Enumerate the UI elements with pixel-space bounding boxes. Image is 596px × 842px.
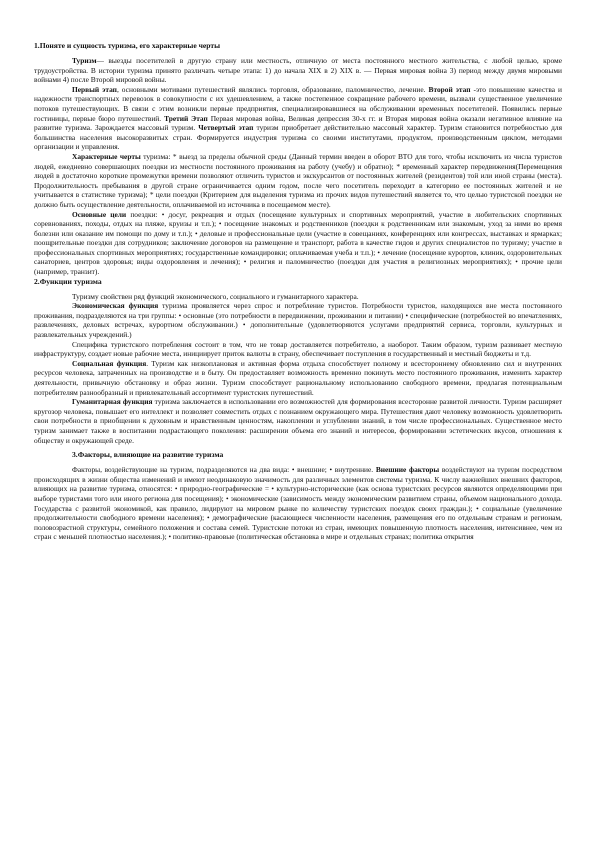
paragraph-text: , основными мотивами путешествий являлись торговля, образование, паломничество, лечение. <box>116 84 426 94</box>
lead-characteristics: Характерные черты <box>72 151 141 161</box>
paragraph-text: воздействуют на туризм посредством происходящих в жизни общества изменений и имеют неодинаковую значимость для различных элементов системы туризма. К числу важнейших внешних факторов, влияющих на развитие туризма, относятся: • природно-географические = • культурно-исторические (как основа туристских ресурсов являются определяющими при выборе туристами того или иного региона для посещения); • экономические (зависимость между экономическим развитием страны, объемом национального дохода. Государства с развитой экономикой, как правило, лидируют на мировом рынке по количеству туристских поездок своих граждан.); • социальные (увеличение продолжительности свободного времени населения); • демографические (касающиеся численности населения, размещения его по отдельным странам и регионам, половозрастной структуры, семейного положения и состава семей. Туристские потоки из стран, имеющих повышенную плотность населения, интенсивнее, чем из стран с меньшей плотностью населения.); • политико-правовые (политическая обстановка в мире и отдельных странах; политика открытия <box>34 465 562 542</box>
paragraph-text: туризма заключается в использовании его возможностей для формирования всесторонне развитой личности. Туризм расширяет кругозор человека, повышает его интеллект и позволяет совместить отдых с познанием окружающего мира. Путешествия дают человеку возможность удовлетворить свои потребности в приобщении к духовным и нравственным ценностям, накоплении и углублении знаний, в том числе профессиональных. Существенное место туризм занимает также в воспитании подрастающего поколения: расширении объема его знаний и интересов, формировании эстетических вкусов, отношения к обществу и окружающей среде. <box>34 397 562 445</box>
paragraph-text: Первая мировая война, Великая депрессия 30-х гг. и Вторая мировая война оказали негативное влияние на развитие туризма. Зарождается массовый туризм. <box>34 113 563 133</box>
lead-fourth-stage: Четвертый этап <box>198 123 254 133</box>
paragraph-text: Факторы, воздействующие на туризм, подразделяются на два вида: • внешние; • внутренние. <box>72 465 374 475</box>
paragraph-humanitarian-function <box>34 397 562 445</box>
paragraph-text: туризма: * выезд за пределы обычной среды (Данный термин введен в оборот ВТО для того, чтобы исключить из числа туристов людей, ежедневно совершающих поездки из местности постоянного проживания на работу (учебу) и обратно); * временный характер передвижения(Перемещения людей в достаточно короткие промежутки времени позволяют отличить туристов и экскурсантов от постоянных жителей (резидентов) той или иной страны (места). Продолжительность пребывания в другой стране ограничивается одним годом, после чего посетитель переходит в категорию ее постоянных жителей и не учитывается в статистике туризма); * цели поездки (Критерием для выделения туризма из прочих видов путешествий является то, что целью туристской поездки не должно быть осуществление деятельности, оплачиваемой из источника в посещаемом месте). <box>34 151 562 209</box>
section-title-3: 3.Факторы, влияющие на развитие туризма <box>72 450 224 460</box>
paragraph-stages <box>34 85 562 152</box>
paragraph-text: — выезды посетителей в другую страну или местность, отличную от места постоянного местного жительства, с любой целью, кроме трудоустройства. В истории туризма принято различать четыре этапа: 1) до начала XIX в 2) XIX в. — Первая мировая война 3) период между двумя мировыми войнами 4) после Второй мировой войны. <box>34 56 562 85</box>
paragraph-text: . Туризм как низкоплановая и активная форма отдыха способствует полному и всестороннему обновлению сил и внутренних ресурсов человека, затраченных на производстве и в быту. Он предоставляет возможность временно покинуть место постоянного проживания, изменить характер деятельности, привычную обстановку и образ жизни. Туризм способствует рациональному использованию свободного времени, предлагая потенциальным потребителям разнообразный и привлекательный ассортимент туристских путешествий. <box>34 358 563 397</box>
lead-first-stage: Первый этап <box>72 84 117 94</box>
section-title-1: 1.Поняте и сущность туризма, его характерные черты <box>34 41 221 50</box>
paragraph-text: туризм приобретает действительно массовый характер. Туризм становится потребностью для большинства населения высокоразвитых стран. Формируется индустрия туризма со своими институтами, продуктом, производственным циклом, методами организации и управления. <box>34 123 562 152</box>
paragraph-tourism-definition <box>34 56 562 85</box>
lead-main-goals: Основные цели <box>72 209 127 219</box>
paragraph-text: туризма проявляется через спрос и потребление туристов. Потребности туристов, находящихся вне места постоянного проживания, подразделяются на три группы: • основные (это потребности в передвижении, проживании и питании) • специфические (потребностей во впечатлениях, развлечениях, деловых встречах, курортном обслуживании.) • дополнительные (удовлетворяются услугами предприятий сервиса, торговли, культурных и развлекательных учреждений.) <box>34 301 562 340</box>
paragraph-main-goals <box>34 210 562 277</box>
section-title-2: 2.Функции туризма <box>34 276 102 286</box>
lead-external-factors: Внешние факторы <box>375 465 440 475</box>
paragraph-consumption-specifics: Специфика туристского потребления состоит в том, что не товар доставляется потребителю, а наоборот. Таким образом, туризм развивает местную инфраструктуру, создает новые рабочие места, инициирует приток валюты в страну, обеспечивает поступления в государственный и местный бюджеты и т.д. <box>34 339 562 359</box>
paragraph-factors <box>34 465 562 542</box>
paragraph-characteristics <box>34 152 562 210</box>
paragraph-economic-function <box>34 301 562 339</box>
paragraph-functions-intro: Туризму свойствен ряд функций экономического, социального и гуманитарного характера. <box>72 291 359 301</box>
lead-social-function: Социальная функция <box>72 358 147 368</box>
lead-second-stage: Второй этап <box>428 84 471 94</box>
paragraph-social-function <box>34 359 562 397</box>
term-tourism: Туризм <box>72 56 97 65</box>
lead-humanitarian-function: Гуманитарная функция <box>72 397 153 407</box>
lead-economic-function: Экономическая функция <box>72 301 159 311</box>
paragraph-text: поездки: • досуг, рекреация и отдых (посещение культурных и спортивных мероприятий, участие в любительских спортивных соревнованиях, походы, отдых на пляже, круизы и т.п.); • посещение знакомых и родственников (поездки к родственникам или знакомым, уход за ними во время болезни или оказание им помощи по дому и т.п.); • деловые и профессиональные цели (участие в совещаниях, конференциях или конгрессах, выставках и ярмарках; поощрительные поездки для сотрудников; заключение договоров на размещение и транспорт, работа в качестве гидов и других специалистов по туризму; участие в профессиональных спортивных мероприятиях; государственные командировки; оплачиваемая учеба и т.п.); • лечение (посещение курортов, клиник, оздоровительных санаториев, центров здоровья; виды оздоровления и лечения); • религия и паломничество (поездки для участия в религиозных мероприятиях); • прочие цели (например, транзит). <box>34 209 562 277</box>
lead-third-stage: Третий Этап <box>164 113 208 123</box>
paragraph-text: -это повышение качества и надежности транспортных перевозок в совокупности с их удешевлением, а также постепенное сокращение рабочего времени, вызвали существенное увеличение потоков путешествующих. В связи с этим возникли первые предприятия, специализировавшиеся на обслуживании временных посетителей. Появились первые гостиницы, первые бюро путешествий. <box>34 84 563 123</box>
